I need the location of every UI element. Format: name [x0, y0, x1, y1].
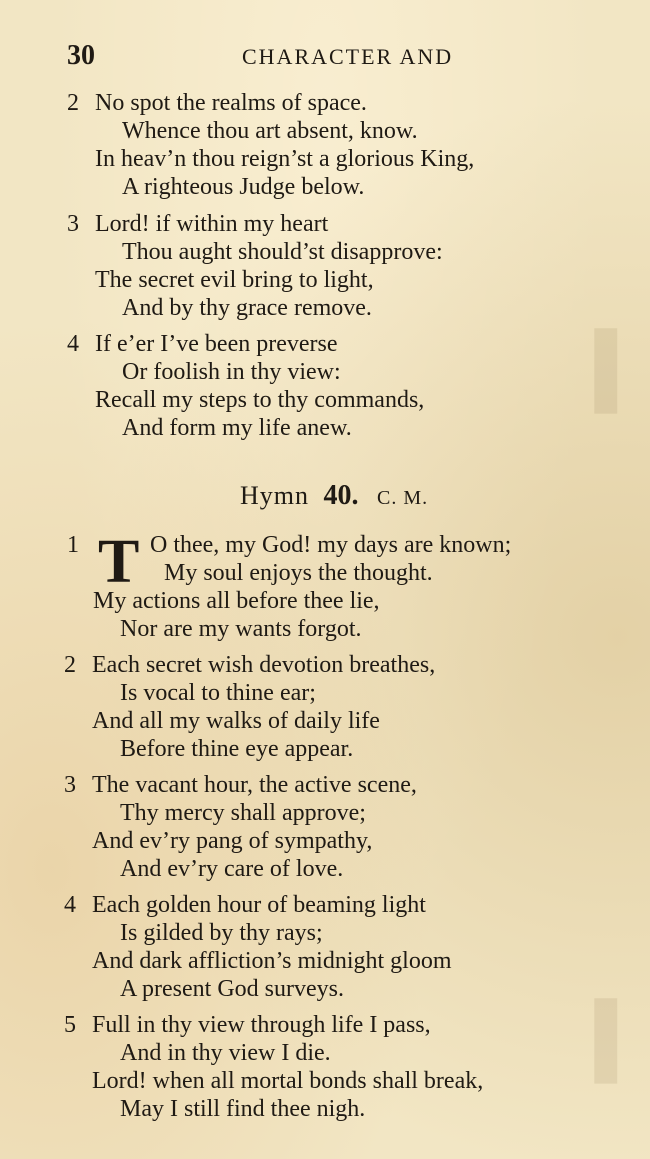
verse-line: And ev’ry care of love. [120, 856, 344, 882]
verse-line: And all my walks of daily life [92, 708, 380, 734]
hymn-title [240, 480, 428, 512]
hymn-meter: C. M. [377, 487, 429, 509]
page-number: 30 [67, 40, 95, 71]
verse-line: Is gilded by thy rays; [120, 920, 323, 946]
verse-line: Is vocal to thine ear; [120, 680, 316, 706]
verse-line: O thee, my God! my days are known; [150, 532, 512, 558]
drop-cap: T [98, 528, 140, 596]
verse-line: Each secret wish devotion breathes, [92, 652, 436, 678]
verse-line: The secret evil bring to light, [95, 267, 374, 293]
stanza-number: 4 [64, 892, 76, 918]
verse-line: Lord! when all mortal bonds shall break, [92, 1068, 484, 1094]
stanza-number: 1 [67, 532, 79, 558]
verse-line: The vacant hour, the active scene, [92, 772, 417, 798]
stanza-number: 3 [67, 211, 79, 237]
stanza-number: 3 [64, 772, 76, 798]
stanza-number: 2 [64, 652, 76, 678]
verse-line: Each golden hour of beaming light [92, 892, 426, 918]
hymn-number: 40. [323, 480, 359, 511]
stanza-number: 5 [64, 1012, 76, 1038]
verse-line: Whence thou art absent, know. [122, 118, 418, 144]
verse-line: And ev’ry pang of sympathy, [92, 828, 373, 854]
verse-line: May I still find thee nigh. [120, 1096, 366, 1122]
verse-line: If e’er I’ve been preverse [95, 331, 338, 357]
verse-line: Nor are my wants forgot. [120, 616, 362, 642]
verse-line: Full in thy view through life I pass, [92, 1012, 431, 1038]
verse-line: And in thy view I die. [120, 1040, 331, 1066]
stanza-number: 2 [67, 90, 79, 116]
verse-line: And form my life anew. [122, 415, 352, 441]
bleed-through-mark: ▍ [596, 1004, 650, 1081]
verse-line: A righteous Judge below. [122, 174, 365, 200]
hymn-label: Hymn [240, 481, 309, 510]
verse-line: Thy mercy shall approve; [120, 800, 366, 826]
verse-line: A present God surveys. [120, 976, 344, 1002]
verse-line: No spot the realms of space. [95, 90, 367, 116]
verse-line: My soul enjoys the thought. [164, 560, 433, 586]
verse-line: My actions all before thee lie, [93, 588, 380, 614]
verse-line: In heav’n thou reign’st a glorious King, [95, 146, 475, 172]
verse-line: Or foolish in thy view: [122, 359, 341, 385]
verse-line: And dark affliction’s midnight gloom [92, 948, 452, 974]
verse-line: And by thy grace remove. [122, 295, 372, 321]
verse-line: Recall my steps to thy commands, [95, 387, 425, 413]
running-head: CHARACTER AND [242, 44, 454, 69]
stanza-number: 4 [67, 331, 79, 357]
verse-line: Before thine eye appear. [120, 736, 354, 762]
bleed-through-mark: ▍ [596, 334, 650, 411]
verse-line: Thou aught should’st disapprove: [122, 239, 443, 265]
verse-line: Lord! if within my heart [95, 211, 329, 237]
